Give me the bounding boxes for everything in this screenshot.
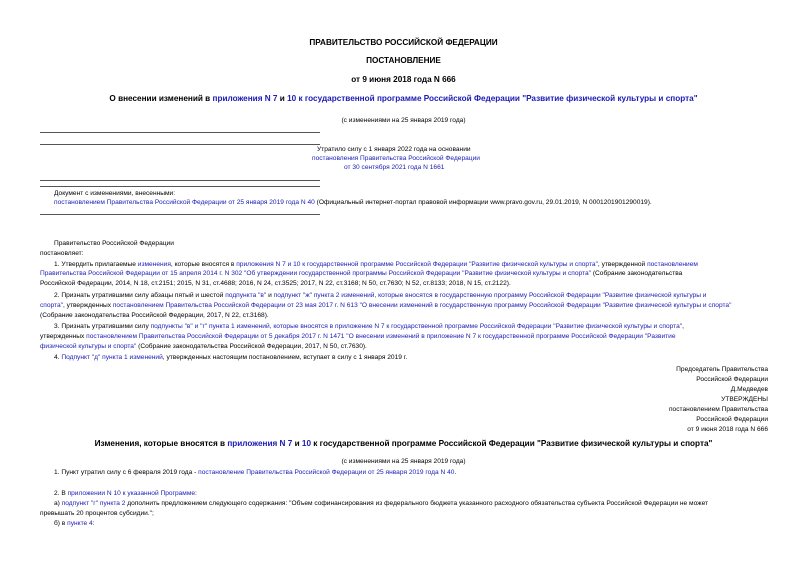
amendments-source (54, 199, 652, 207)
annex-item-2 (54, 490, 197, 498)
title-link-annex-7[interactable]: приложения N 7 (212, 94, 278, 103)
text: : (92, 520, 95, 527)
link-resolution[interactable]: постановлением (647, 261, 698, 268)
signature-role-1: Председатель Правительства (676, 366, 768, 373)
annex-item-2a-line-2: превышать 20 процентов субсидии."; (40, 510, 154, 517)
link-subparagraph-v[interactable]: подпункта "в" (225, 292, 267, 299)
annex-link-7[interactable]: приложения N 7 (227, 439, 293, 448)
amendments-link[interactable]: постановлением Правительства Российской Федерации от 25 января 2019 года N 40 (54, 199, 315, 206)
text: (Собрание законодательства Российской Федерации, 2017, N 50, ст.7630). (136, 343, 367, 350)
paragraph-3-line-3 (40, 343, 367, 351)
title-link-annex-10[interactable]: 10 (287, 94, 297, 103)
paragraph-1-line-2 (40, 270, 682, 278)
link-subparagraphs-v-g[interactable]: подпункты "в" и "г" пункта 1 изменений, которые вносятся в приложение N 7 к государственной программе Российской Федерации "Развитие физической культуры и спорта" (150, 323, 683, 330)
text: к государственной программе Российской Федерации "Развитие физической культуры и спорта" (311, 439, 713, 448)
text: б) в (54, 520, 68, 527)
text: , которые вносятся в (170, 261, 237, 268)
link-physical-culture[interactable]: физической культуры и спорта" (40, 343, 137, 350)
text: Изменения, которые вносятся в (94, 439, 228, 448)
title-text: О внесении изменений в (109, 94, 213, 103)
link-subparagraph-d[interactable]: Подпункт "д" пункта 1 изменений (61, 354, 163, 361)
paragraph-2-line-3: (Собрание законодательства Российской Федерации, 2017, N 22, ст.3168). (40, 312, 269, 319)
annex-item-1 (54, 469, 456, 477)
link-annex-10-program[interactable]: приложении N 10 к указанной Программе (67, 490, 196, 497)
paragraph-4 (54, 354, 407, 362)
amendments-intro: Документ с изменениями, внесенными: (54, 190, 176, 197)
link-resolution-1471[interactable]: постановлением Правительства Российской Федерации от 5 декабря 2017 г. N 1471 "О внесении изменений в приложение N 7 к государственной программе Российской Федерации "Развитие (86, 333, 676, 340)
text: утвержденных (40, 333, 87, 340)
text: , утвержденных (63, 302, 113, 309)
text: , (682, 323, 684, 330)
title-text-and: и (277, 94, 288, 103)
annex-item-2a-line-1 (54, 500, 708, 508)
repeal-link-resolution[interactable]: постановления Правительства Российской Федерации (312, 155, 480, 162)
repeal-link-date[interactable]: от 30 сентября 2021 года N 1661 (344, 164, 445, 171)
text: , утвержденной (597, 261, 648, 268)
paragraph-1-line-1 (54, 261, 698, 269)
title-link-program[interactable]: к государственной программе Российской Федерации "Развитие физической культуры и спорта" (296, 94, 698, 103)
divider (40, 132, 320, 133)
link-annexes[interactable]: приложения N 7 и 10 к государственной программе Российской Федерации "Развитие физической культуры и спорта" (236, 261, 598, 268)
annex-item-2b (54, 520, 95, 528)
text: и (266, 292, 274, 299)
text: (Собрание законодательства (590, 270, 683, 277)
doc-date: от 9 июня 2018 года N 666 (351, 75, 456, 84)
text: дополнить предложением следующего содержания: "Объем софинансирования из федерального бюджета указанного расходного обязательства субъекта Российской Федерации не может (125, 500, 709, 507)
text: 2. Признать утратившими силу абзацы пятый и шестой (54, 292, 226, 299)
org-heading: ПРАВИТЕЛЬСТВО РОССИЙСКОЙ ФЕДЕРАЦИИ (309, 38, 498, 47)
link-subparagraph-zh[interactable]: подпункт "ж" пункта 2 изменений, которые вносятся в государственную программу Российской Федерации "Развитие физической культуры и (273, 292, 707, 299)
repeal-line-1: Утратило силу с 1 января 2022 года на основании (317, 146, 471, 153)
approved-label: УТВЕРЖДЕНЫ (721, 396, 768, 403)
text: 1. Утвердить прилагаемые (54, 261, 138, 268)
text: : (195, 490, 197, 497)
approved-line-2: постановлением Правительства (668, 406, 768, 413)
link-resolution-302[interactable]: Правительства Российской Федерации от 15 апреля 2014 г. N 302 "Об утверждении государственной программы Российской Федерации "Развитие физической культуры и спорта" (40, 270, 591, 277)
decrees-line: постановляет: (40, 250, 84, 257)
divider (40, 186, 320, 187)
paragraph-2-line-1 (54, 292, 706, 300)
text: 2. В (54, 490, 68, 497)
divider (40, 180, 320, 181)
link-sport[interactable]: спорта" (40, 302, 64, 309)
approved-line-3: Российской Федерации (696, 416, 768, 423)
divider (40, 214, 320, 215)
approved-line-4: от 9 июня 2018 года N 666 (687, 426, 768, 433)
annex-title (0, 439, 807, 449)
paragraph-3-line-2 (40, 333, 676, 341)
text: а) (54, 500, 62, 507)
paragraph-2-line-2 (40, 302, 731, 310)
text: , утвержденных настоящим постановлением, вступает в силу с 1 января 2019 г. (162, 354, 408, 361)
link-subparagraph-g[interactable]: подпункт "г" пункта 2 (61, 500, 126, 507)
amendment-note: (с изменениями на 25 января 2019 года) (341, 117, 466, 124)
link-changes[interactable]: изменения (137, 261, 171, 268)
text: и (292, 439, 302, 448)
paragraph-3-line-1 (54, 323, 684, 331)
text: 4. (54, 354, 62, 361)
paragraph-1-line-3: Российской Федерации, 2014, N 18, ст.2151; 2015, N 31, ст.4688; 2016, N 24, ст.3525; 2017, N 22, ст.3168; N 50, ст.7630; N 52, ст.8133; 2018, N 15, ст.2122). (40, 280, 511, 287)
link-resolution-40[interactable]: постановление Правительства Российской Федерации от 25 января 2019 года N 40 (198, 469, 455, 476)
annex-link-10[interactable]: 10 (301, 439, 312, 448)
annex-amendment-note: (с изменениями на 25 января 2019 года) (341, 458, 466, 465)
doc-title (0, 94, 807, 104)
signature-name: Д.Медведев (730, 386, 768, 393)
text: . (454, 469, 457, 476)
link-resolution-613[interactable]: постановлением Правительства Российской Федерации от 23 мая 2017 г. N 613 "О внесении изменений в государственную программу Российской Федерации "Развитие физической культуры и спорта" (112, 302, 732, 309)
text: 1. Пункт утратил силу с 6 февраля 2019 года - (54, 469, 199, 476)
signature-role-2: Российской Федерации (696, 376, 768, 383)
text: 3. Признать утратившими силу (54, 323, 151, 330)
link-paragraph-4[interactable]: пункте 4 (67, 520, 93, 527)
doc-type-heading: ПОСТАНОВЛЕНИЕ (366, 56, 441, 65)
amendments-tail: (Официальный интернет-портал правовой информации www.pravo.gov.ru, 29.01.2019, N 0001201901290019). (314, 199, 652, 206)
divider (40, 144, 320, 145)
government-line: Правительство Российской Федерации (54, 240, 174, 247)
